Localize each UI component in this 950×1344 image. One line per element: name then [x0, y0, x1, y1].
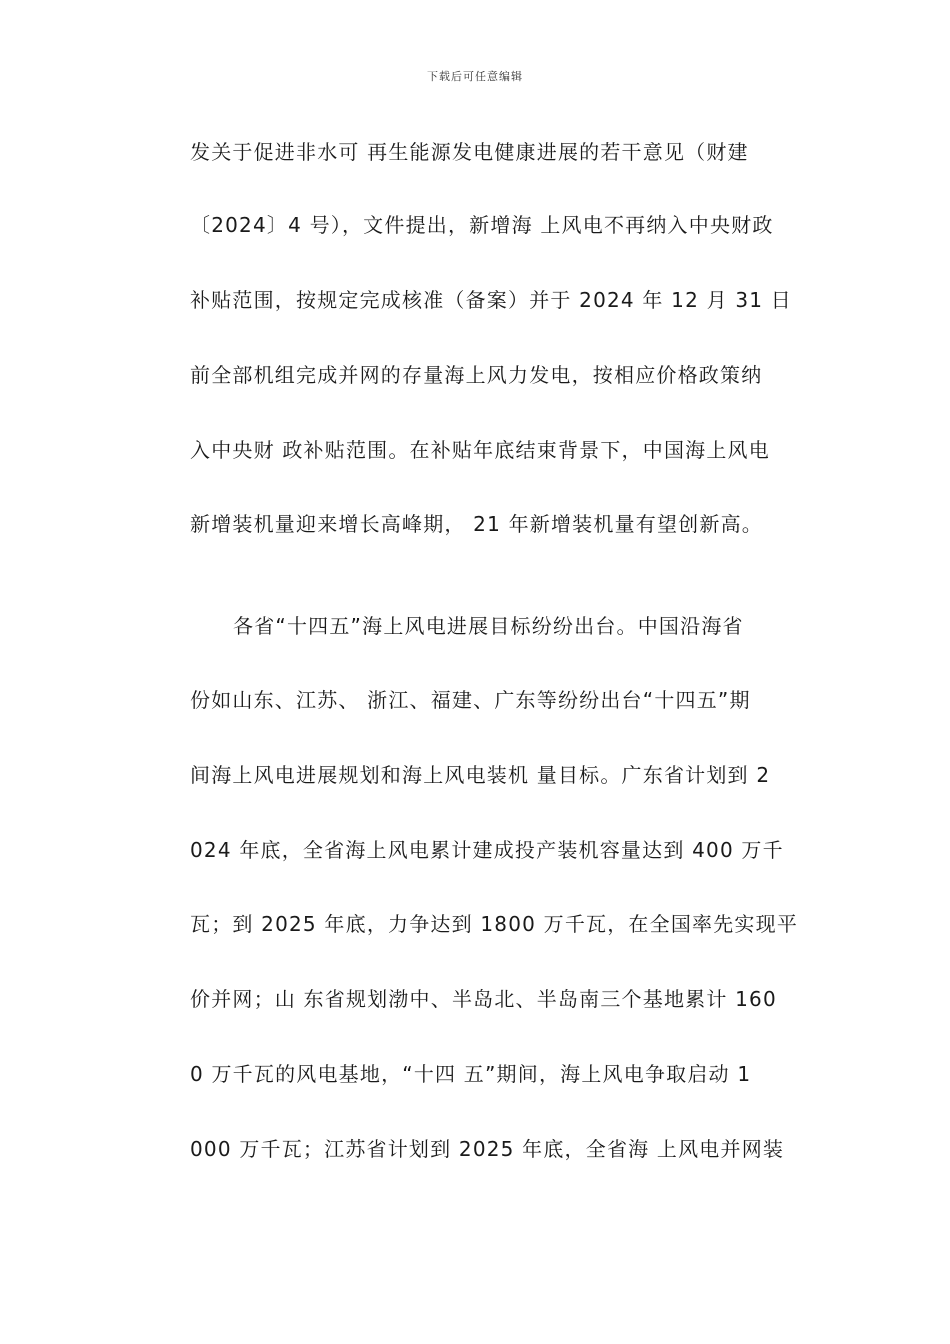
paragraph-line: 新增装机量迎来增长高峰期， 21 年新增装机量有望创新高。 — [190, 512, 763, 536]
paragraph-line: 价并网；山 东省规划渤中、半岛北、半岛南三个基地累计 160 — [190, 987, 777, 1011]
paragraph-line: 前全部机组完成并网的存量海上风力发电，按相应价格政策纳 — [190, 363, 763, 387]
paragraph-line: 间海上风电进展规划和海上风电装机 量目标。广东省计划到 2 — [190, 763, 771, 787]
paragraph-line: 发关于促进非水可 再生能源发电健康进展的若干意见（财建 — [190, 140, 749, 164]
paragraph-line: 〔2024〕4 号），文件提出，新增海 上风电不再纳入中央财政 — [190, 213, 774, 237]
paragraph-line: 000 万千瓦；江苏省计划到 2025 年底，全省海 上风电并网装 — [190, 1137, 785, 1161]
paragraph-line: 瓦；到 2025 年底，力争达到 1800 万千瓦，在全国率先实现平 — [190, 912, 799, 936]
paragraph-line: 份如山东、江苏、 浙江、福建、广东等纷纷出台“十四五”期 — [190, 688, 751, 712]
paragraph-line: 各省“十四五”海上风电进展目标纷纷出台。中国沿海省 — [233, 614, 744, 638]
paragraph-line: 入中央财 政补贴范围。在补贴年底结束背景下，中国海上风电 — [190, 438, 770, 462]
paragraph-line: 024 年底，全省海上风电累计建成投产装机容量达到 400 万千 — [190, 838, 784, 862]
header-note: 下载后可任意编辑 — [427, 70, 523, 83]
paragraph-line: 补贴范围，按规定完成核准（备案）并于 2024 年 12 月 31 日 — [190, 288, 792, 312]
paragraph-line: 0 万千瓦的风电基地，“十四 五”期间，海上风电争取启动 1 — [190, 1062, 752, 1086]
